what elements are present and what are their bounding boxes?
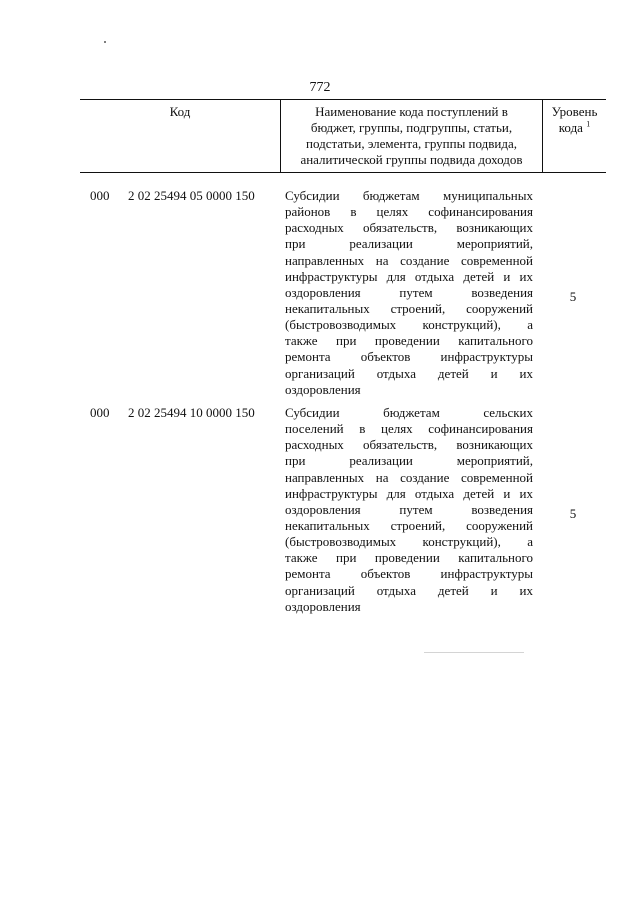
name-line: оздоровления путем возведения	[285, 284, 533, 300]
header-name-line: бюджет, группы, подгруппы, статьи,	[310, 120, 513, 135]
name-line: направленных на создание современной	[285, 469, 533, 485]
name-line: оздоровления	[285, 381, 361, 397]
name-line: расходных обязательств, возникающих	[285, 437, 533, 453]
code-level: 5	[569, 506, 577, 521]
name-line: направленных на создание современной	[285, 252, 533, 268]
header-name-line: подстатьи, элемента, группы подвида,	[306, 136, 517, 151]
name-line: инфраструктуры для отдыха детей и их	[285, 268, 533, 284]
footnote-mark: 1	[586, 119, 591, 129]
name-line: оздоровления путем возведения	[285, 501, 533, 517]
header-level-line: Уровень	[551, 104, 598, 119]
name-line: при реализации мероприятий,	[285, 453, 533, 469]
name-line: расходных обязательств, возникающих	[285, 220, 533, 236]
admin-code: 000	[90, 188, 110, 203]
name-line: некапитальных строений, сооружений	[285, 517, 533, 533]
name-line: (быстровозводимых конструкций), а	[285, 534, 533, 550]
revenue-code: 2 02 25494 05 0000 150	[128, 188, 255, 203]
name-line: инфраструктуры для отдыха детей и их	[285, 485, 533, 501]
name-line: Субсидии бюджетам муниципальных	[285, 188, 533, 203]
header-level	[542, 100, 606, 172]
name-line: оздоровления	[285, 598, 361, 614]
revenue-name	[285, 405, 533, 615]
header-name	[280, 100, 542, 172]
name-line: поселений в целях софинансирования	[285, 421, 533, 437]
header-level-line	[543, 120, 606, 136]
name-line: районов в целях софинансирования	[285, 204, 533, 220]
admin-code: 000	[90, 405, 110, 420]
name-line: ремонта объектов инфраструктуры	[285, 349, 533, 365]
revenue-code: 2 02 25494 10 0000 150	[128, 405, 255, 420]
name-line: некапитальных строений, сооружений	[285, 300, 533, 316]
table-header	[80, 99, 606, 173]
header-level-word: кода	[558, 120, 583, 135]
scan-artifact-line	[424, 652, 524, 653]
header-name-line: Наименование кода поступлений в	[315, 104, 508, 119]
name-line: также при проведении капитального	[285, 333, 533, 349]
header-name-line: аналитической группы подвида доходов	[300, 152, 523, 167]
name-line: (быстровозводимых конструкций), а	[285, 317, 533, 333]
name-line: при реализации мероприятий,	[285, 236, 533, 252]
name-line: организаций отдыха детей и их	[285, 582, 533, 598]
code-level: 5	[569, 289, 577, 304]
page-number: 772	[309, 80, 331, 95]
revenue-name	[285, 188, 533, 398]
name-line: также при проведении капитального	[285, 550, 533, 566]
name-line: ремонта объектов инфраструктуры	[285, 566, 533, 582]
scan-speck	[104, 41, 106, 43]
name-line: Субсидии бюджетам сельских	[285, 405, 533, 420]
name-line: организаций отдыха детей и их	[285, 365, 533, 381]
header-code: Код	[169, 104, 191, 119]
